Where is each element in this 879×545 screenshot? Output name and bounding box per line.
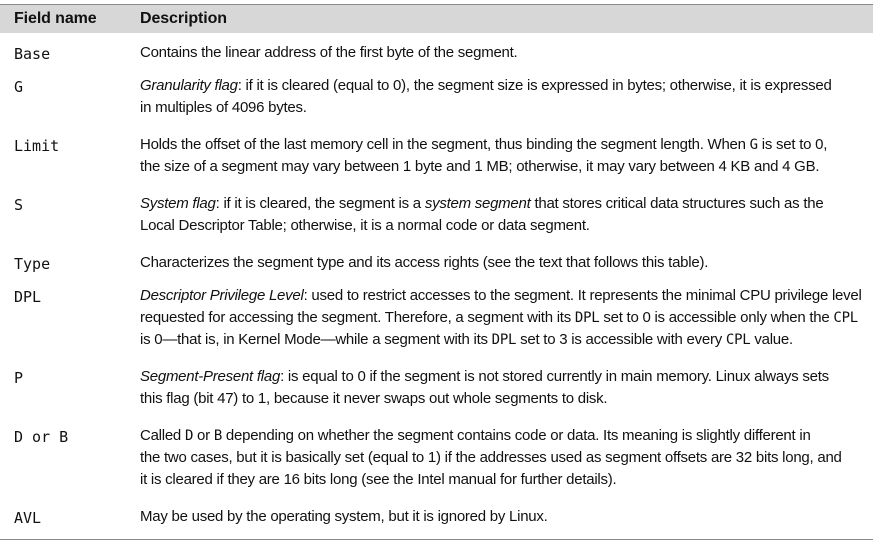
description-text: requested for accessing the segment. Therefore, a segment with its (140, 309, 575, 326)
field-name-cell: AVL (14, 509, 42, 527)
description-text: Holds the offset of the last memory cell in the segment, thus binding the segment length. When (140, 136, 750, 153)
field-name-cell: Type (14, 255, 51, 273)
description-text: is 0—that is, in Kernel Mode—while a segment with its (140, 331, 492, 348)
description-text: Local Descriptor Table; otherwise, it is a normal code or data segment. (140, 217, 590, 234)
description-line (140, 156, 868, 178)
description-line (140, 134, 868, 156)
table-bottom-rule (0, 539, 873, 540)
description-text: Contains the linear address of the first byte of the segment. (140, 44, 518, 61)
italic-term: System flag (140, 195, 216, 212)
description-text: this flag (bit 47) to 1, because it never swaps out whole segments to disk. (140, 390, 608, 407)
description-text: May be used by the operating system, but it is ignored by Linux. (140, 508, 548, 525)
description-cell (140, 425, 868, 491)
description-cell (140, 285, 868, 351)
description-line (140, 425, 868, 447)
description-text: : if it is cleared, the segment is a (215, 195, 425, 212)
description-text: : used to restrict accesses to the segment. It represents the minimal CPU privilege level (303, 287, 862, 304)
description-cell (140, 506, 868, 528)
description-line (140, 42, 868, 64)
italic-term: Granularity flag (140, 77, 238, 94)
description-text: depending on whether the segment contains code or data. Its meaning is slightly different in (222, 427, 811, 444)
description-text: the size of a segment may vary between 1 byte and 1 MB; otherwise, it may vary between 4 KB and 4 GB. (140, 158, 820, 175)
description-text: or (193, 427, 214, 444)
description-column-header: Description (140, 10, 227, 27)
field-name-cell: P (14, 369, 24, 387)
field-name-cell: G (14, 78, 24, 96)
code-term: CPL (725, 332, 751, 348)
field-name-cell: D or B (14, 428, 69, 446)
description-line (140, 252, 868, 274)
code-term: D (184, 428, 194, 444)
description-text: : is equal to 0 if the segment is not stored currently in main memory. Linux always sets (280, 368, 829, 385)
code-term: DPL (491, 332, 517, 348)
description-line (140, 307, 868, 329)
description-cell (140, 193, 868, 237)
code-term: DPL (574, 310, 600, 326)
description-line (140, 388, 868, 410)
description-line (140, 193, 868, 215)
description-line (140, 366, 868, 388)
code-term: G (749, 137, 758, 153)
description-text: set to 0 is accessible only when the (599, 309, 834, 326)
description-line (140, 447, 868, 469)
description-cell (140, 252, 868, 274)
field-name-cell: Base (14, 45, 51, 63)
description-line (140, 215, 868, 237)
description-text: value. (750, 331, 793, 348)
description-text: is set to 0, (757, 136, 828, 153)
description-text: in multiples of 4096 bytes. (140, 99, 307, 116)
code-term: B (213, 428, 223, 444)
description-text: : if it is cleared (equal to 0), the segment size is expressed in bytes; otherwise, it is expressed (237, 77, 832, 94)
italic-term: Segment-Present flag (140, 368, 281, 385)
description-text: that stores critical data structures such as the (530, 195, 824, 212)
description-cell (140, 134, 868, 178)
italic-term: Descriptor Privilege Level (140, 287, 304, 304)
description-line (140, 75, 868, 97)
description-text: Called (140, 427, 185, 444)
description-line (140, 285, 868, 307)
description-cell (140, 75, 868, 119)
code-term: CPL (833, 310, 858, 326)
table-header (0, 4, 873, 33)
field-name-cell: S (14, 196, 24, 214)
field-name-cell: Limit (14, 137, 60, 155)
description-text: the two cases, but it is basically set (equal to 1) if the addresses used as segment offsets are 32 bits long, and (140, 449, 842, 466)
segment-descriptor-fields-table (0, 4, 873, 527)
description-line (140, 97, 868, 119)
field-name-column-header: Field name (14, 10, 97, 27)
italic-term: system segment (424, 195, 531, 212)
description-text: it is cleared if they are 16 bits long (see the Intel manual for further details). (140, 471, 617, 488)
description-cell (140, 42, 868, 64)
description-text: Characterizes the segment type and its access rights (see the text that follows this table). (140, 254, 709, 271)
description-cell (140, 366, 868, 410)
field-name-cell: DPL (14, 288, 42, 306)
description-text: set to 3 is accessible with every (516, 331, 726, 348)
description-line (140, 469, 868, 491)
description-line (140, 506, 868, 528)
description-line (140, 329, 868, 351)
